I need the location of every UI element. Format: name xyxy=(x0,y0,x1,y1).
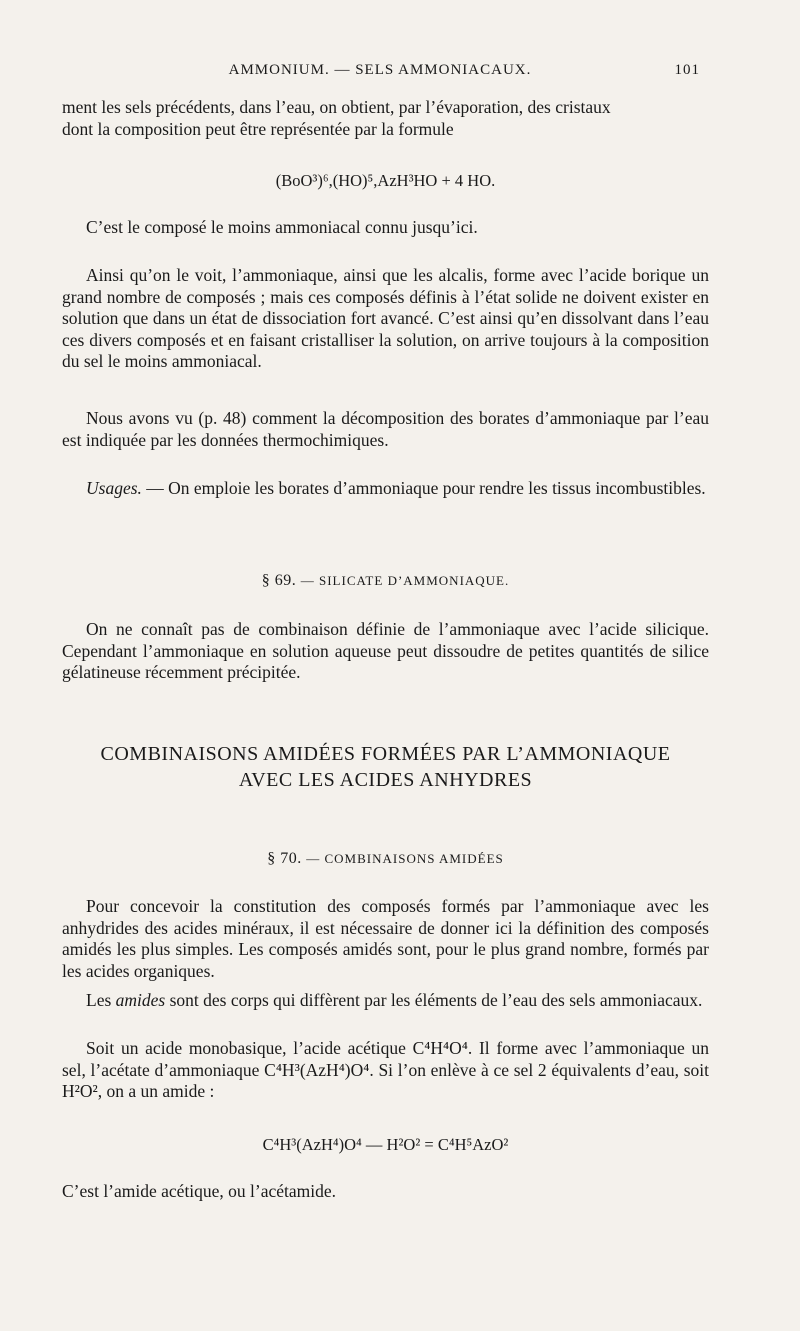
text-line: dont la composition peut être représentée par la formule xyxy=(62,118,454,139)
paragraph xyxy=(62,1038,709,1103)
section-number: § 69. xyxy=(261,572,297,589)
section-70-heading xyxy=(62,850,709,868)
paragraph xyxy=(62,1181,709,1203)
chapter-heading xyxy=(62,741,709,793)
heading-line: COMBINAISONS AMIDÉES FORMÉES PAR L’AMMONIAQUE xyxy=(100,743,671,765)
paragraph xyxy=(62,217,709,239)
paragraph xyxy=(62,896,709,982)
paragraph-text: — On emploie les borates d’ammoniaque pour rendre les tissus incombustibles. xyxy=(141,478,706,498)
section-title: — COMBINAISONS AMIDÉES xyxy=(306,851,504,866)
paragraph xyxy=(62,990,709,1012)
section-69-heading xyxy=(62,572,709,590)
paragraph-usages xyxy=(62,478,709,500)
section-title: — SILICATE D’AMMONIAQUE. xyxy=(300,573,510,588)
paragraph-text: On ne connaît pas de combinaison définie de l’ammoniaque avec l’acide silicique. Cependant l’ammoniaque en solution aqueuse peut dissoudre de petites quantités de silice gélatineuse récemment précipitée. xyxy=(62,619,709,682)
paragraph-text: sont des corps qui diffèrent par les éléments de l’eau des sels ammoniacaux. xyxy=(165,990,703,1010)
usages-label: Usages. xyxy=(86,478,142,498)
paragraph-text: Les xyxy=(86,990,116,1010)
paragraph xyxy=(62,619,709,684)
paragraph-continuation xyxy=(62,97,709,140)
heading-line: AVEC LES ACIDES ANHYDRES xyxy=(238,769,533,791)
section-number: § 70. xyxy=(267,850,302,867)
running-header xyxy=(60,62,700,86)
formula-borate: (BoO³)⁶,(HO)⁵,AzH³HO + 4 HO. xyxy=(275,171,496,190)
formula-acetamide: C⁴H³(AzH⁴)O⁴ — H²O² = C⁴H⁵AzO² xyxy=(262,1135,509,1154)
paragraph-text: Pour concevoir la constitution des composés formés par l’ammoniaque avec les anhydrides des acides minéraux, il est nécessaire de donner ici la définition des composés amidés les plus simples. Les composés amidés sont, pour le plus grand nombre, formés par les acides organiques. xyxy=(62,896,709,981)
running-title: AMMONIUM. — SELS AMMONIACAUX. xyxy=(228,62,532,78)
paragraph-text: Nous avons vu (p. 48) comment la décomposition des borates d’ammoniaque par l’eau est indiquée par les données thermochimiques. xyxy=(62,408,709,450)
paragraph-text: C’est l’amide acétique, ou l’acétamide. xyxy=(62,1181,337,1201)
emphasis-word: amides xyxy=(115,990,166,1010)
paragraph-text: C’est le composé le moins ammoniacal connu jusqu’ici. xyxy=(86,217,478,237)
text-line: ment les sels précédents, dans l’eau, on obtient, par l’évaporation, des cristaux xyxy=(62,97,611,117)
page-number: 101 xyxy=(674,62,700,78)
paragraph xyxy=(62,408,709,451)
paragraph-text: Ainsi qu’on le voit, l’ammoniaque, ainsi que les alcalis, forme avec l’acide borique un grand nombre de composés ; mais ces composés définis à l’état solide ne doivent exister en solution que dans un état de dissociation fort avancé. C’est ainsi qu’en dissolvant dans l’eau ces divers composés et en faisant cristalliser la solution, on arrive toujours à la composition du sel le moins ammoniacal. xyxy=(62,265,709,371)
paragraph-text: Soit un acide monobasique, l’acide acétique C⁴H⁴O⁴. Il forme avec l’ammoniaque un sel, l’acétate d’ammoniaque C⁴H³(AzH⁴)O⁴. Si l’on enlève à ce sel 2 équivalents d’eau, soit H²O², on a un amide : xyxy=(62,1038,709,1101)
paragraph xyxy=(62,265,709,373)
